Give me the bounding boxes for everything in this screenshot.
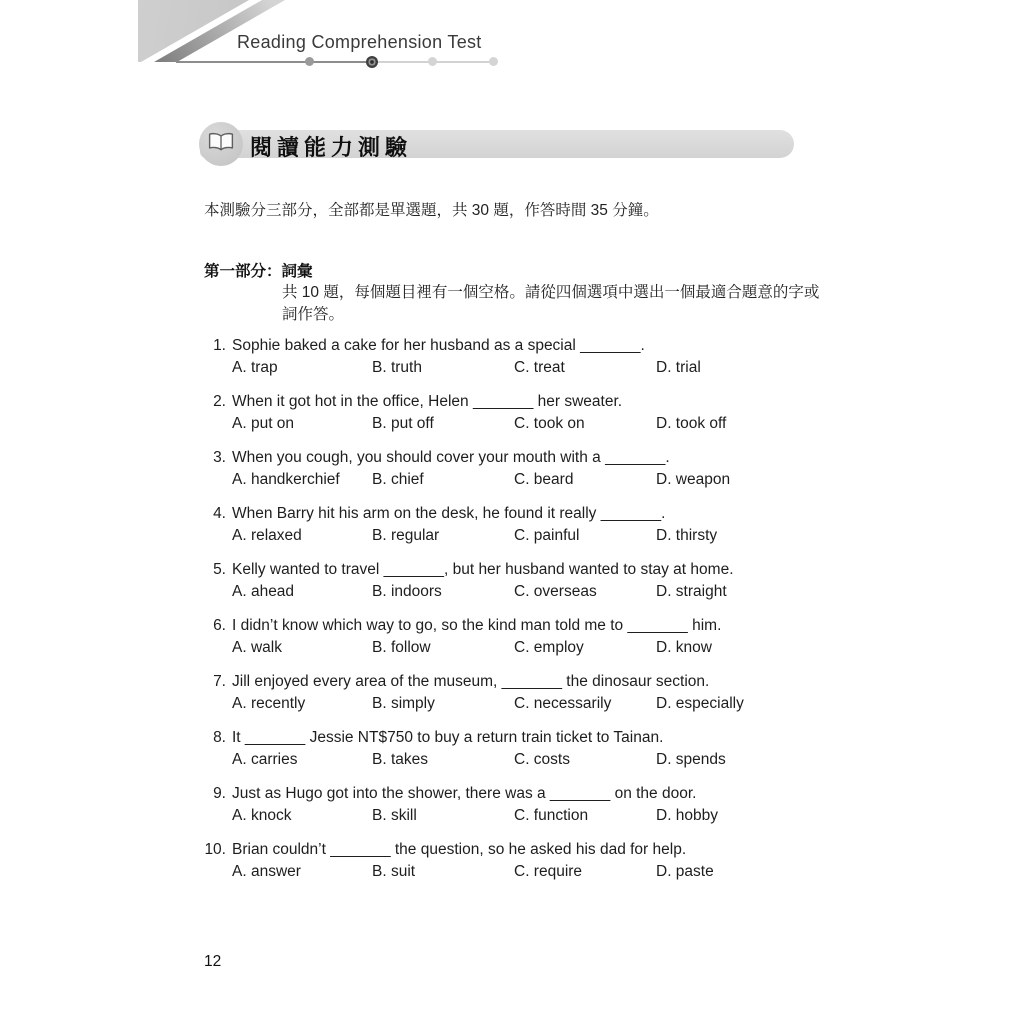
option-a: A. carries [232,751,298,768]
option-b: B. takes [372,751,428,768]
option-d: D. know [656,639,712,656]
option-a: A. put on [232,415,295,432]
question-text: I didn’t know which way to go, so the kind man told me to _______ him. [232,617,722,634]
question-item [204,338,824,376]
question-number: 6. [213,617,226,634]
question-number: 9. [213,785,226,802]
option-d: D. spends [656,751,726,768]
progress-dot-1 [305,57,314,66]
progress-dot-3 [428,57,437,66]
option-a: A. walk [232,639,282,656]
question-line [204,450,824,466]
progress-dot-2-active [366,56,378,68]
question-number: 10. [204,841,226,858]
section-title: 閱讀能力測驗 [250,135,413,160]
question-number: 2. [213,393,226,410]
question-item [204,730,824,768]
option-d: D. weapon [656,471,731,488]
question-item [204,842,824,880]
question-number: 1. [213,337,226,354]
option-d: D. took off [656,415,727,432]
option-b: B. simply [372,695,435,712]
instructions-line-1: 共 10 題，每個題目裡有一個空格。請從四個選項中選出一個最適合題意的字或 [282,284,820,301]
question-text: Brian couldn’t _______ the question, so he asked his dad for help. [232,841,687,858]
question-line [204,618,824,634]
question-line [204,562,824,578]
option-b: B. chief [372,471,424,488]
option-b: B. skill [372,807,417,824]
question-options [204,864,824,880]
question-text: Kelly wanted to travel _______, but her husband wanted to stay at home. [232,561,734,578]
option-a: A. answer [232,863,301,880]
question-text: When it got hot in the office, Helen _______ her sweater. [232,393,623,410]
question-item [204,562,824,600]
question-number: 8. [213,729,226,746]
option-c: C. costs [514,751,570,768]
question-options [204,416,824,432]
option-b: B. truth [372,359,422,376]
question-options [204,640,824,656]
questions-list [204,338,824,898]
question-number: 3. [213,449,226,466]
header-rule-dark [176,61,372,63]
option-c: C. overseas [514,583,597,600]
question-options [204,584,824,600]
option-d: D. especially [656,695,744,712]
question-item [204,618,824,656]
page-number: 12 [204,953,222,970]
option-a: A. knock [232,807,292,824]
option-b: B. indoors [372,583,442,600]
question-options [204,472,824,488]
question-text: Just as Hugo got into the shower, there was a _______ on the door. [232,785,697,802]
option-a: A. ahead [232,583,295,600]
question-item [204,506,824,544]
question-number: 7. [213,673,226,690]
option-c: C. painful [514,527,580,544]
question-line [204,338,824,354]
option-b: B. put off [372,415,434,432]
option-b: B. follow [372,639,431,656]
question-line [204,786,824,802]
question-number: 4. [213,505,226,522]
question-line [204,394,824,410]
option-b: B. suit [372,863,416,880]
question-line [204,730,824,746]
running-head-title: Reading Comprehension Test [237,32,482,52]
option-c: C. treat [514,359,565,376]
question-line [204,506,824,522]
option-c: C. necessarily [514,695,612,712]
progress-dot-4 [489,57,498,66]
question-options [204,360,824,376]
option-b: B. regular [372,527,440,544]
question-text: Sophie baked a cake for her husband as a special _______. [232,337,645,354]
option-a: A. relaxed [232,527,302,544]
option-c: C. took on [514,415,585,432]
section-icon-circle [199,122,243,166]
question-options [204,752,824,768]
question-item [204,786,824,824]
option-c: C. employ [514,639,584,656]
question-text: Jill enjoyed every area of the museum, _______ the dinosaur section. [232,673,710,690]
question-options [204,808,824,824]
question-text: When Barry hit his arm on the desk, he found it really _______. [232,505,666,522]
question-line [204,674,824,690]
question-number: 5. [213,561,226,578]
question-item [204,450,824,488]
question-options [204,696,824,712]
option-c: C. require [514,863,583,880]
option-a: A. trap [232,359,278,376]
part-one-instructions [282,282,819,326]
option-d: D. thirsty [656,527,718,544]
option-d: D. straight [656,583,727,600]
instructions-line-2: 詞作答。 [282,306,345,323]
part-one-heading: 第一部分：詞彙 [204,263,313,280]
question-options [204,528,824,544]
option-d: D. trial [656,359,701,376]
question-text: When you cough, you should cover your mouth with a _______. [232,449,670,466]
question-item [204,674,824,712]
option-d: D. hobby [656,807,719,824]
option-d: D. paste [656,863,714,880]
question-line [204,842,824,858]
option-a: A. handkerchief [232,471,340,488]
question-text: It _______ Jessie NT$750 to buy a return train ticket to Tainan. [232,729,664,746]
open-book-icon [208,132,234,157]
option-c: C. beard [514,471,574,488]
test-intro: 本測驗分三部分，全部都是單選題，共 30 題，作答時間 35 分鐘。 [204,202,659,219]
question-item [204,394,824,432]
option-a: A. recently [232,695,306,712]
option-c: C. function [514,807,589,824]
